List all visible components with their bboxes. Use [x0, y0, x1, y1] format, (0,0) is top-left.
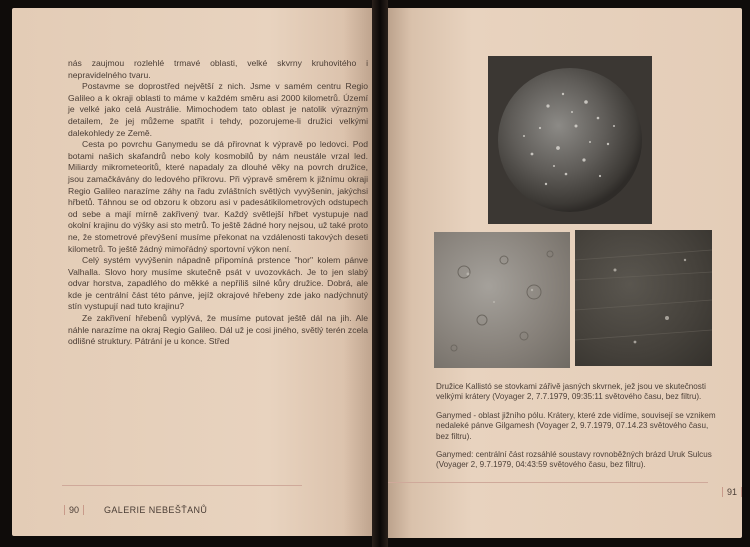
- caption-ganymede-south: Ganymed - oblast jižního pólu. Krátery, které zde vidíme, souvisejí se vznikem nedaleké pánve Gilgamesh (Voyager 2, 9.7.1979, 07.14.23 světového času, bez filtru).: [436, 410, 716, 441]
- paragraph: Cesta po povrchu Ganymedu se dá přirovnat k výpravě po ledovci. Pod botami našich skafandrů nebo koly kosmobilů by nám neustále vrzal led. Miliardy mikrometeoritů, které napadaly za dlouhé věky na povrch družice, jsou zamačkávány do ledového příkrovu. Při výpravě směrem k jižnímu okraji Regio Galileo narazíme záhy na řadu zvláštních světlých vyvýšenin, jakýchsi hřbetů. Táhnou se od obzoru k obzoru asi v padesátikilometrových odstupech od sebe a mají mírně zakřivený tvar. Každý světlejší hřbet vystupuje nad okolní krajinu do výšky asi sto metrů. To ještě žádné hory nejsou, už také proto ne, že stometrové převýšení musíme překonat na vzdálenosti takových deseti kilometrů. To ještě žádný mimořádný sportovní výkon není.: [68, 139, 368, 254]
- page-number-left: 90: [64, 505, 84, 515]
- caption-callisto: Družice Kallistó se stovkami zářivě jasných skvrnek, jež jsou ve skutečnosti velkými krátery (Voyager 2, 7.7.1979, 09:35:11 světového času, bez filtru).: [436, 382, 706, 402]
- paragraph: Celý systém vyvýšenin nápadně připomíná prstence "hor" kolem pánve Valhalla. Slovo hory musíme skutečně psát v uvozovkách. Je to jen slabý odvar horstva, zapadlého do měkké a nepříliš silné kůry družice. Dobrá, ale kde je centrální část této pánve, jejíž okrajové hřebeny zde jako nadýchnutý stín vystupují nad tuto krajinu?: [68, 255, 368, 312]
- photo-captions: [436, 382, 716, 479]
- book-gutter: [372, 0, 388, 547]
- running-head: GALERIE NEBEŠŤANŮ: [104, 505, 208, 515]
- left-page-text: [68, 58, 368, 348]
- paragraph: Ze zakřivení hřebenů vyplývá, že musíme putovat ještě dál na jih. Ale náhle narazíme na okraj Regio Galileo. Dál už je cosi jiného, světlý terén zcela odlišné struktury. Pátrání je u konce. Střed: [68, 313, 368, 347]
- paragraph: Postavme se doprostřed největší z nich. Jsme v samém centru Regio Galileo a k okraji oblasti to máme v každém směru asi 2000 kilometrů. Území je velké jako celá Austrálie. Mimochodem tato oblast je natolik výrazným detailem, že jej můžeme spatřit i tehdy, pozorujeme-li družici velkými dalekohledy ze Země.: [68, 81, 368, 138]
- caption-ganymede-center: Ganymed: centrální část rozsáhlé soustavy rovnoběžných brázd Uruk Sulcus (Voyager 2, 9.7.1979, 04:43:59 světového času, bez filtru).: [436, 450, 712, 470]
- footer-rule-right: [388, 482, 708, 483]
- paragraph: nás zaujmou rozlehlé trmavé oblasti, velké skvrny kruhovitého i nepravidelného tvaru.: [68, 58, 368, 80]
- page-number-right: 91: [722, 487, 742, 497]
- callisto-photo: [488, 56, 652, 224]
- footer-rule: [62, 485, 302, 486]
- ganymede-south-pole-photo: [434, 232, 570, 368]
- ganymede-uruk-sulcus-photo: [575, 230, 712, 366]
